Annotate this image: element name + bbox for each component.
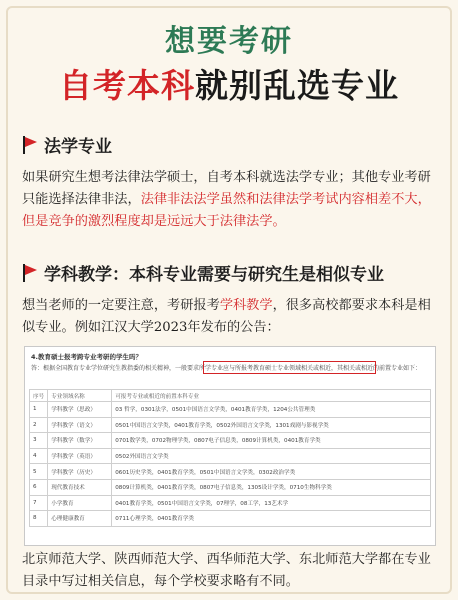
notice-answer-part: 答：根据全国教育专业学位研究生教指委的相关精神， — [31, 365, 176, 372]
table-cell: 5 — [30, 464, 48, 480]
headline-dark-part: 就别乱选专业 — [195, 66, 399, 105]
table-cell: 03 哲学，0301法学，0501中国语言文学类，0401教育学类，1204公共管理类 — [112, 402, 431, 418]
table-cell: 学科教学（思政） — [48, 402, 112, 418]
flag-icon — [22, 136, 38, 154]
column-header: 专业领域名称 — [48, 390, 112, 402]
table-cell: 7 — [30, 495, 48, 511]
section-heading-text: 法学专业 — [44, 137, 112, 157]
table-cell: 0501中国语言文学类，0401教育学类，0502外国语言文学类，1301戏剧与影视学类 — [112, 417, 431, 433]
highlight-box — [203, 361, 376, 374]
table-row — [30, 479, 431, 495]
section-paragraph-teaching — [22, 295, 440, 339]
table-cell: 6 — [30, 479, 48, 495]
table-cell: 小学教育 — [48, 495, 112, 511]
headline-main — [0, 60, 458, 107]
table-cell: 0711心理学类，0401教育学类 — [112, 511, 431, 527]
table-cell: 0701数学类，0702物理学类，0807电子信息类，0809计算机类，0401教育学类 — [112, 433, 431, 449]
table-row — [30, 433, 431, 449]
table-cell: 3 — [30, 433, 48, 449]
column-header: 可报考专业或相近的前置本科专业 — [112, 390, 431, 402]
headline-red-part: 自考本科 — [59, 66, 195, 105]
table-cell: 0601历史学类，0401教育学类，0501中国语言文学类，0302政治学类 — [112, 464, 431, 480]
table-cell: 心理健康教育 — [48, 511, 112, 527]
table-cell: 0401教育学类，0501中国语言文学类，07理学，08工学，13艺术学 — [112, 495, 431, 511]
headline-top: 想要考研 — [165, 24, 293, 59]
table-cell: 4 — [30, 448, 48, 464]
flag-icon — [22, 264, 38, 282]
notice-answer-part: 其相关或相近的前置专业如下： — [337, 365, 422, 372]
table-header-row — [30, 390, 431, 402]
table-cell: 学科教学（历史） — [48, 464, 112, 480]
paragraph-text: 如果研究生想考法律法学硕士，自考本科就选法学专业；其他专业考研只能选择法律非法， — [22, 170, 431, 207]
table-cell: 1 — [30, 402, 48, 418]
table-cell: 8 — [30, 511, 48, 527]
notice-answer-boxed: 一般要求所学专业应与所报考教育硕士专业领域相关或相近， — [175, 365, 338, 372]
table-row — [30, 402, 431, 418]
table-cell: 学科教学（语文） — [48, 417, 112, 433]
table-row — [30, 511, 431, 527]
column-header: 序号 — [30, 390, 48, 402]
table-row — [30, 417, 431, 433]
table-cell: 2 — [30, 417, 48, 433]
section-heading-teaching — [22, 260, 384, 285]
section-heading-text: 学科教学：本科专业需要与研究生是相似专业 — [44, 265, 384, 285]
major-table — [29, 389, 431, 527]
notice-question: 4.教育硕士报考跨专业考研的学生吗？ — [31, 353, 142, 361]
table-cell: 学科教学（英语） — [48, 448, 112, 464]
section-paragraph-law — [22, 167, 440, 233]
table-row — [30, 464, 431, 480]
notice-screenshot — [24, 346, 436, 546]
closing-paragraph: 北京师范大学、陕西师范大学、西华师范大学、东北师范大学都在专业目录中写过相关信息，每个学校要求略有不同。 — [22, 552, 431, 589]
paragraph-text: 想当老师的一定要注意，考研报考 — [22, 298, 220, 313]
paragraph-text: ，很多高校都要求本科是相似专业。例如江汉大学2023年发布的公告： — [22, 298, 431, 335]
paragraph-highlight: 学科教学 — [219, 298, 273, 313]
section-heading-law — [22, 132, 112, 157]
paragraph-highlight: 法律非法法学虽然和法律法学考试内容相差不大，但是竞争的激烈程度却是远远大于法律法学。 — [22, 192, 431, 229]
table-row — [30, 495, 431, 511]
table-cell: 0502外国语言文学类 — [112, 448, 431, 464]
table-cell: 现代教育技术 — [48, 479, 112, 495]
table-cell: 学科教学（数学） — [48, 433, 112, 449]
table-cell: 0809计算机类，0401教育学类，0807电子信息类，1305设计学类，0710生物科学类 — [112, 479, 431, 495]
table-row — [30, 448, 431, 464]
